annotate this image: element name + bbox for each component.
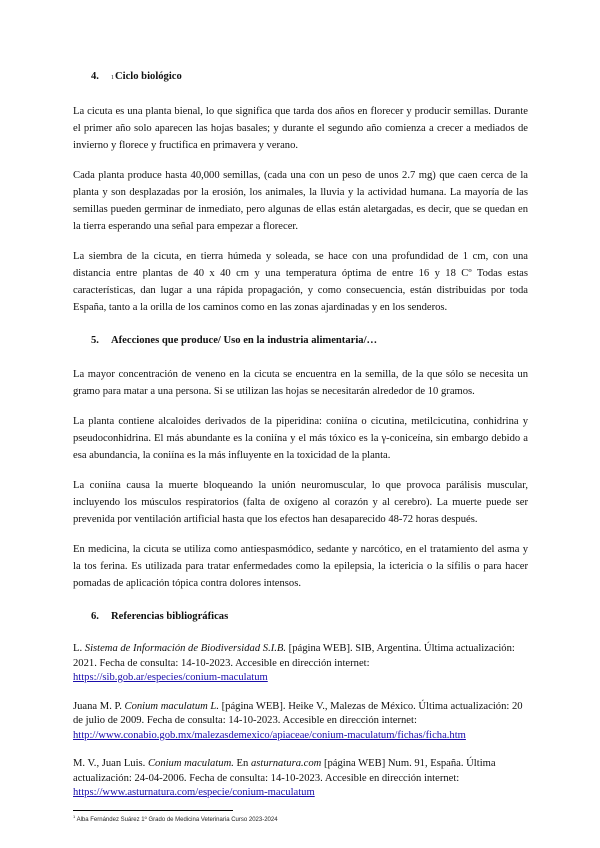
paragraph: La siembra de la cicuta, en tierra húmeda y soleada, se hace con una profundidad de 1 cm, con una distancia entre plantas de 40 x 40 cm y una temperatura óptima de entre 16 y 18 Cº Todas estas características, dan lugar a una rápida propagación, y como consecuencia, están distribuidas por toda España, tanto a la orilla de los caminos como en las zonas ajardinadas y en los senderos. <box>73 251 528 313</box>
paragraph: Cada planta produce hasta 40,000 semillas, (cada una con un peso de unos 2.7 mg) que caen cerca de la planta y son desplazadas por la erosión, los animales, la lluvia y la actividad humana. La mayoría de las semillas pueden germinar de inmediato, pero algunas de ellas están aletargadas, es decir, que se quedan en la tierra esperando una señal para empezar a florecer. <box>73 170 528 232</box>
reference-item <box>73 757 528 801</box>
reference-link[interactable]: https://sib.gob.ar/especies/conium-maculatum <box>73 672 268 683</box>
footnote <box>73 814 278 823</box>
section-title: Referencias bibliográficas <box>111 611 229 622</box>
paragraph: La cicuta es una planta bienal, lo que significa que tarda dos años en florecer y producir semillas. Durante el primer año solo aparecen las hojas basales; y durante el segundo año comienza a crecer a mediados de invierno y florece y fructifica en primavera y verano. <box>73 106 528 151</box>
reference-source: asturnatura.com <box>250 758 322 769</box>
reference-details: [página WEB]. SIB, Argentina. Última actualización: 2021. Fecha de consulta: 14-10-2023. Accesible en dirección internet: <box>73 643 515 669</box>
section-4-heading <box>73 70 528 85</box>
reference-title: Sistema de Información de Biodiversidad S.I.B. <box>84 643 287 654</box>
reference-details: [página WEB] Num. 91, España. Última actualización: 24-04-2006. Fecha de consulta: 14-10-2023. Accesible en dirección internet: <box>73 758 496 784</box>
paragraph: La planta contiene alcaloides derivados de la piperidina: coniína o cicutina, metilcicutina, conhidrina y pseudoconhidrina. El más abundante es la coniína y el más tóxico es la γ-coniceína, sin embargo debido a esa abundancia, la coniína es la más influyente en la toxicidad de la planta. <box>73 416 528 461</box>
section-title: Afecciones que produce/ Uso en la industria alimentaria/… <box>111 335 378 346</box>
reference-details: [página WEB]. Heike V., Malezas de México. Última actualización: 20 de julio de 2009. Fecha de consulta: 14-10-2023. Accesible en dirección internet: <box>73 700 523 726</box>
paragraph: La mayor concentración de veneno en la cicuta se encuentra en la semilla, de la que sólo se necesita un gramo para matar a una persona. Si se utilizan las hojas se necesitarán alrededor de 10 gramos. <box>73 369 528 397</box>
reference-item <box>73 642 528 686</box>
reference-link[interactable]: http://www.conabio.gob.mx/malezasdemexico/apiaceae/conium-maculatum/fichas/ficha.htm <box>73 729 466 741</box>
section-5-heading <box>73 334 528 348</box>
reference-author: M. V., Juan Luis. <box>73 758 148 769</box>
footnote-mark: 1 <box>73 814 76 819</box>
reference-title: Conium maculatum L. <box>124 700 219 712</box>
reference-item <box>73 700 528 744</box>
paragraph: La coniína causa la muerte bloqueando la unión neuromuscular, lo que provoca parálisis muscular, incluyendo los músculos respiratorios (falta de oxígeno al corazón y al cerebro). La muerte puede ser prevenida por ventilación artificial hasta que los efectos han desaparecido 48-72 horas después. <box>73 480 528 525</box>
footnote-text: Alba Fernández Suárez 1º Grado de Medicina Veterinaria Curso 2023-2024 <box>76 817 278 823</box>
section-number: 4. <box>91 71 99 82</box>
reference-connector: En <box>233 758 251 769</box>
section-title: Ciclo biológico <box>115 71 182 82</box>
reference-author: L. <box>73 643 85 654</box>
section-number: 6. <box>91 611 99 622</box>
reference-link[interactable]: https://www.asturnatura.com/especie/conium-maculatum <box>73 787 315 798</box>
paragraph: En medicina, la cicuta se utiliza como antiespasmódico, sedante y narcótico, en el tratamiento del asma y la tos ferina. Es utilizada para tratar enfermedades como la epilepsia, la ictericia o la sífilis o para hacer pomadas de aplicación tópica contra dolores intensos. <box>73 544 528 589</box>
section-6-heading <box>73 610 528 624</box>
footnote-divider <box>73 810 233 811</box>
reference-title: Conium maculatum. <box>147 758 234 769</box>
section-number: 5. <box>91 335 99 346</box>
footnote-marker: 1 <box>111 75 114 81</box>
reference-author: Juana M. P. <box>73 700 125 712</box>
